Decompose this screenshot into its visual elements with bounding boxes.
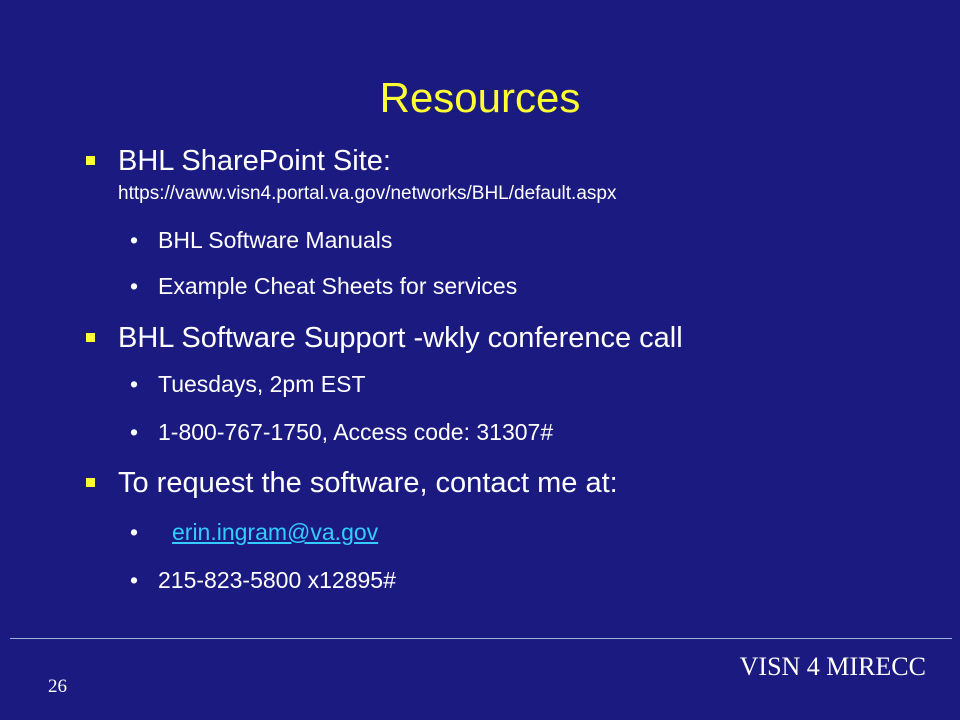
square-bullet-icon: [86, 478, 95, 487]
dot-bullet-icon: •: [130, 519, 139, 545]
dot-bullet-icon: •: [130, 227, 139, 253]
bullet-text: BHL Software Support -wkly conference call: [118, 322, 683, 354]
sharepoint-url[interactable]: https://vaww.visn4.portal.va.gov/networks/BHL/default.aspx: [118, 183, 617, 204]
dot-bullet-icon: •: [130, 273, 139, 299]
sub-bullet-text: 1-800-767-1750, Access code: 31307#: [158, 419, 554, 445]
dot-bullet-icon: •: [130, 567, 139, 593]
page-number: 26: [48, 676, 67, 697]
email-link[interactable]: erin.ingram@va.gov: [172, 519, 379, 545]
sub-bullet-text: BHL Software Manuals: [158, 227, 393, 253]
bullet-text: BHL SharePoint Site:: [118, 145, 391, 177]
sub-bullet-text: 215-823-5800 x12895#: [158, 567, 396, 593]
slide-title: Resources: [379, 74, 581, 121]
sub-bullet-text: Example Cheat Sheets for services: [158, 273, 518, 299]
dot-bullet-icon: •: [130, 371, 139, 397]
sub-bullet-text: Tuesdays, 2pm EST: [158, 371, 366, 397]
dot-bullet-icon: •: [130, 419, 139, 445]
footer-divider: [10, 638, 952, 639]
bullet-text: To request the software, contact me at:: [118, 467, 618, 499]
footer-organization: VISN 4 MIRECC: [739, 652, 926, 681]
square-bullet-icon: [86, 156, 95, 165]
square-bullet-icon: [86, 333, 95, 342]
